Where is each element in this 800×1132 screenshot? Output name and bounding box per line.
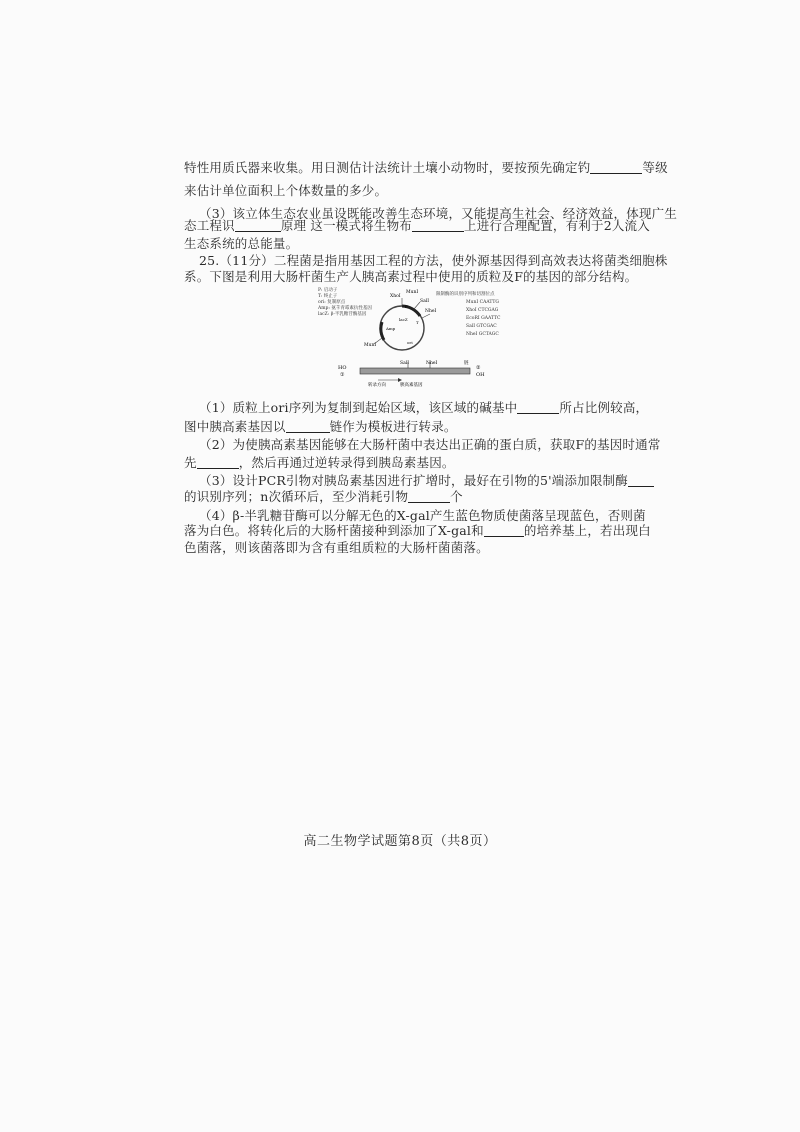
answer-blank[interactable] bbox=[197, 456, 239, 469]
text: 上进行合理配置，有利于2人流入 bbox=[464, 218, 650, 233]
text: ，然后再通过逆转录得到胰岛素基因。 bbox=[238, 455, 455, 470]
text: （3）设计PCR引物对胰岛素基因进行扩增时，最好在引物的5'端添加限制酶 bbox=[199, 473, 628, 488]
text-line-13 bbox=[184, 489, 624, 505]
answer-blank[interactable] bbox=[628, 474, 654, 487]
text-line-9 bbox=[184, 419, 624, 435]
text: 等级 bbox=[642, 160, 668, 175]
text: 原理 这一模式将生物布 bbox=[280, 218, 412, 233]
text: 特性用质氏器来收集。用日测估计法统计土壤小动物时，要按预先确定钓 bbox=[184, 160, 591, 175]
text: 落为白色。将转化后的大肠杆菌接种到添加了X-gal和 bbox=[184, 523, 484, 538]
site-label: XhoⅠ bbox=[390, 294, 401, 299]
text: （1）质粒上ori序列为复制到起始区域，该区域的碱基中 bbox=[199, 400, 518, 415]
text: 色菌落，则该菌落即为含有重组质粒的大肠杆菌菌落。 bbox=[184, 540, 489, 555]
strand-end: OH bbox=[476, 372, 485, 378]
text: 先 bbox=[184, 455, 197, 470]
site-row: NheⅠ GCTAGC bbox=[466, 332, 499, 337]
answer-blank[interactable] bbox=[412, 219, 464, 232]
answer-blank[interactable] bbox=[286, 420, 330, 433]
site-label: NheⅠ bbox=[425, 309, 437, 314]
site-label: SalⅠ bbox=[420, 299, 429, 304]
gene-diagram bbox=[338, 360, 518, 388]
text: 来估计单位面积上个体数量的多少。 bbox=[184, 183, 388, 198]
text: （2）为使胰高素基因能够在大肠杆菌中表达出正确的蛋白质，获取F的基因时通常 bbox=[199, 437, 661, 452]
transcription-label: 转录方向 bbox=[368, 383, 386, 388]
legend-item: ori: 复制原点 bbox=[318, 300, 346, 305]
terminator-label: T bbox=[416, 320, 419, 325]
text-line-2 bbox=[184, 183, 624, 199]
text: 所占比例较高， bbox=[559, 400, 649, 415]
answer-blank[interactable] bbox=[484, 524, 524, 537]
text-line-12 bbox=[199, 473, 639, 489]
legend-item: T: 终止子 bbox=[318, 294, 338, 299]
legend-item: Amp: 氨苄青霉素抗性基因 bbox=[318, 306, 372, 311]
text-line-16 bbox=[184, 540, 624, 556]
text: 生态系统的总能量。 bbox=[184, 236, 299, 251]
site-label: SalⅠ bbox=[400, 361, 409, 366]
text-line-5 bbox=[184, 236, 624, 252]
text-line-11 bbox=[184, 455, 624, 471]
promoter-label: P bbox=[405, 304, 408, 309]
text-line-15 bbox=[184, 523, 651, 539]
site-row: SalⅠ GTCGAC bbox=[466, 324, 497, 329]
text-line-8 bbox=[199, 400, 649, 416]
site-label: MunⅠ bbox=[406, 290, 419, 295]
answer-blank[interactable] bbox=[235, 219, 281, 232]
gene-name: 胰高素基因 bbox=[400, 383, 423, 388]
site-row: EcoRⅠ GAATTC bbox=[466, 316, 501, 321]
text-line-1 bbox=[184, 160, 668, 176]
text: 系。下图是利用大肠杆菌生产人胰高素过程中使用的质粒及F的基因的部分结构。 bbox=[184, 269, 638, 284]
site-label: MunⅠ bbox=[364, 343, 377, 348]
chain-label: 链 bbox=[464, 361, 469, 366]
table-title: 限制酶的识别序列和切割位点 bbox=[436, 292, 495, 297]
text-line-6 bbox=[199, 253, 668, 269]
text: （3）该立体生态农业虽设既能改善生态环境，又能提高生社会、经济效益，体现广生 bbox=[199, 206, 678, 221]
site-row: XhoⅠ CTCGAG bbox=[466, 308, 499, 313]
site-row: MunⅠ CAATTG bbox=[466, 300, 500, 305]
text: 图中胰高素基因以 bbox=[184, 419, 286, 434]
text-line-14 bbox=[199, 508, 646, 524]
text: 态工程识 bbox=[184, 218, 235, 233]
strand-number: ① bbox=[340, 372, 345, 378]
answer-blank[interactable] bbox=[408, 490, 450, 503]
restriction-site-table bbox=[436, 292, 518, 338]
text-line-7 bbox=[184, 269, 638, 285]
answer-blank[interactable] bbox=[590, 161, 642, 174]
gene-label: ori bbox=[407, 340, 413, 345]
plasmid-diagram bbox=[362, 288, 440, 368]
text: 25.（11分）二程菌是指用基因工程的方法，使外源基因得到高效表达将菌类细胞株 bbox=[199, 253, 668, 268]
text: 链作为模板进行转录。 bbox=[329, 419, 457, 434]
gene-label: lacZ bbox=[399, 317, 408, 322]
strand-number: ② bbox=[476, 365, 481, 371]
site-label: NheⅠ bbox=[426, 361, 438, 366]
text-line-4 bbox=[184, 218, 650, 234]
gene-label: Amp bbox=[386, 326, 396, 331]
text: （4）β-半乳糖苷酶可以分解无色的X-gal产生蓝色物质使菌落呈现蓝色，否则菌 bbox=[199, 508, 646, 523]
legend-item: P: 启动子 bbox=[318, 288, 338, 293]
answer-blank[interactable] bbox=[517, 401, 559, 414]
text: 的培养基上，若出现白 bbox=[523, 523, 651, 538]
plasmid-figure bbox=[318, 288, 518, 388]
strand-end: HO bbox=[338, 365, 347, 371]
text-line-10 bbox=[199, 437, 661, 453]
page-footer: 高二生物学试题第8页（共8页） bbox=[303, 834, 497, 849]
text: 的识别序列；n次循环后，至少消耗引物 bbox=[184, 489, 409, 504]
text: 个 bbox=[450, 489, 463, 504]
legend-item: lacZ: β-半乳糖苷酶基因 bbox=[318, 312, 367, 317]
